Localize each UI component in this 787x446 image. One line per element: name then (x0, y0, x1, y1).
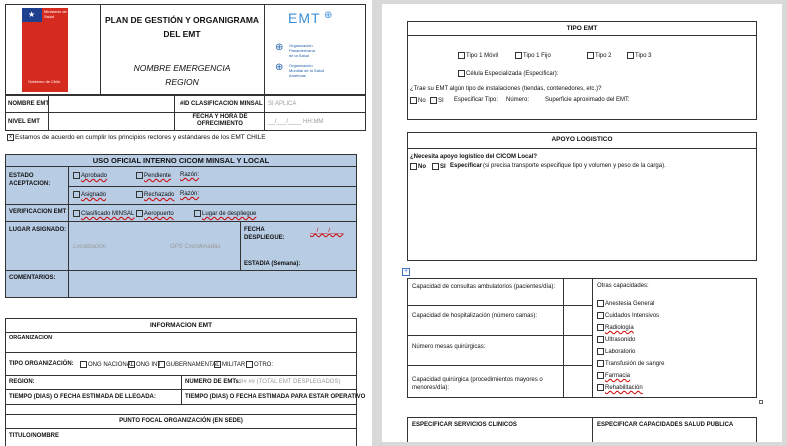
clasificado-checkbox[interactable]: Clasificado MINSAL (73, 210, 134, 217)
rechazado-checkbox[interactable]: Rechazado (136, 191, 174, 198)
otras-item[interactable]: Rehabilitación (597, 384, 643, 391)
militar-checkbox[interactable]: MILITAR (214, 361, 245, 368)
table-resize-handle[interactable] (759, 400, 763, 404)
aprobado-checkbox[interactable]: Aprobado (73, 172, 107, 179)
apoyo-no-checkbox[interactable]: No (410, 163, 426, 170)
table-move-handle[interactable]: + (403, 268, 409, 275)
apoyo-si-checkbox[interactable]: SI (432, 163, 446, 170)
fecha-despliegue-field[interactable]: __/___/____ (310, 228, 344, 234)
lugar-despliegue-checkbox[interactable]: Lugar de despliegue (194, 210, 256, 217)
ong-nacional-checkbox[interactable]: ONG NACIONAL (80, 361, 134, 368)
otras-item[interactable]: Radiología (597, 324, 634, 331)
gubernamental-checkbox[interactable]: GUBERNAMENTAL (158, 361, 220, 368)
apoyo-logistico-section (407, 132, 757, 261)
globe-icon: ⊕ (324, 10, 333, 21)
tipo1-movil-checkbox[interactable]: Tipo 1 Móvil (458, 52, 498, 59)
servicios-table (407, 417, 757, 442)
pendiente-checkbox[interactable]: Pendiente (136, 172, 171, 179)
tipo2-checkbox[interactable]: Tipo 2 (587, 52, 611, 59)
numero-emts-field[interactable]: ## ## (TOTAL EMT DESPLEGADOS) (240, 379, 341, 385)
gps-field[interactable]: GPS Coordenadas (170, 244, 221, 250)
doc-title: PLAN DE GESTIÓN Y ORGANIGRAMA (104, 15, 260, 25)
otras-item[interactable]: Cuidados Intensivos (597, 312, 659, 319)
ong-int-checkbox[interactable]: ONG INT (128, 361, 161, 368)
asignado-checkbox[interactable]: Asignado (73, 191, 106, 198)
right-page: TIPO EMT Tipo 1 Móvil Tipo 1 Fijo Tipo 2 Tipo 3 Célula Especializada (Especificar): ¿Trae su EMT algún tipo de instalaciones (tiendas, contenedores, etc.)? No SI Especificar Tipo: Número: Superficie aproximado del EMT: APOYO LOGISTICO ¿Necesita apoyo logístico del CICOM Local? No SI Especificar (si precisa transporte especifique tipo y volumen y peso de la carga). + Capacidad de consultas ambulatorios (pacientes/día): Capacidad de hospitalización (número camas): Número mesas quirúrgicas: Capacidad quirúrgica (procedimientos mayores o menores/día): Otras capacidades: Anestesia General Cuidados Intensivos Radiología Ultrasonido Laboratorio Transfusión de sangre Farmacia Rehabilitación ESPECIFICAR SERVICIOS CLINICOS ESPECIFICAR CAPACIDADES SALUD PUBLICA (382, 4, 782, 442)
otro-checkbox[interactable]: OTRO: (246, 361, 273, 368)
fecha-field[interactable]: __/___/____ HH:MM (268, 119, 324, 125)
left-page: ★ Ministerio de Salud Gobierno de Chile PLAN DE GESTIÓN Y ORGANIGRAMA DEL EMT NOMBRE EMERGENCIA REGION EMT ⊕ ⊕ Organización Panamericana de la Salud ⊕ Organización Mundial de la Salud Américas NOMBRE EMT #ID CLASIFICACION MINSAL SI APLICA NIVEL EMT FECHA Y HORA DE OFRECIMIENTO __/___/____ HH:MM x Estamos de acuerdo en cumplir los principios rectores y estándares de los EMT CHILE USO OFICIAL INTERNO CICOM MINSAL Y LOCAL ESTADO ACEPTACION: Aprobado Pendiente Razón: Asignado Rechazado Razón: VERIFICACION EMT Clasificado MINSAL Aeropuerto Lugar de despliegue LUGAR ASIGNADO: Localización GPS Coordenadas FECHA DESPLIEGUE: __/___/____ ESTADIA (Semana): COMENTARIOS: INFORMACION EMT ORGANIZACION TIPO ORGANIZACIÓN: ONG NACIONAL ONG INT GUBERNAMENTAL MILITAR OTRO: REGION: NUMERO DE EMTs: ## ## (TOTAL EMT DESPLEGADOS) TIEMPO (DIAS) O FECHA ESTIMADA DE LLEGADA: TIEMPO (DIAS) O FECHA ESTIMADA PARA ESTAR OPERATIVO PUNTO FOCAL ORGANIZACIÓN (EN SEDE) TITULO/NOMBRE (0, 0, 372, 446)
localizacion-field[interactable]: Localización (73, 244, 107, 250)
otras-item[interactable]: Farmacia (597, 372, 630, 379)
trae-no-checkbox[interactable]: No (410, 97, 426, 104)
otras-item[interactable]: Ultrasonido (597, 336, 635, 343)
paho-icon: ⊕ (275, 42, 284, 53)
emt-logo: EMT (288, 10, 321, 26)
id-field[interactable]: SI APLICA (268, 101, 297, 107)
ministerio-logo: ★ Ministerio de Salud Gobierno de Chile (22, 8, 68, 92)
otras-item[interactable]: Laboratorio (597, 348, 635, 355)
tipo3-checkbox[interactable]: Tipo 3 (627, 52, 651, 59)
emergency-name: NOMBRE EMERGENCIA (133, 63, 231, 73)
celula-checkbox[interactable]: Célula Especializada (Especificar): (458, 70, 558, 77)
who-icon: ⊕ (275, 62, 284, 73)
otras-item[interactable]: Anestesia General (597, 300, 654, 307)
otras-item[interactable]: Transfusión de sangre (597, 360, 664, 367)
tipo1-fijo-checkbox[interactable]: Tipo 1 Fijo (515, 52, 551, 59)
agree-checkbox[interactable]: x Estamos de acuerdo en cumplir los principios rectores y estándares de los EMT CHILE (7, 134, 266, 142)
trae-si-checkbox[interactable]: SI (430, 97, 444, 104)
aeropuerto-checkbox[interactable]: Aeropuerto (136, 210, 174, 217)
